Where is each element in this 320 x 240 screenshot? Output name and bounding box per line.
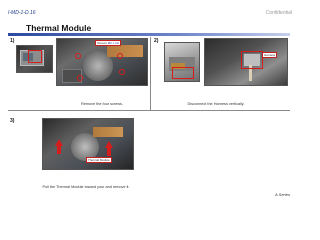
screw-marker (119, 69, 125, 75)
footer-brand: A Series (275, 192, 290, 197)
step-1-overview-photo (16, 45, 53, 73)
screws-callout-value: M2 x 3H (107, 41, 119, 45)
step-2-detail-photo (204, 38, 288, 86)
lift-arrow-icon (105, 141, 113, 148)
step-2-number: 2) (154, 38, 159, 44)
confidential-label: Confidential (265, 10, 292, 16)
lift-arrow-shaft (57, 146, 61, 154)
screw-marker (75, 53, 81, 59)
harness-connector-highlight (241, 51, 263, 69)
step-2-overview-photo (164, 42, 200, 82)
lift-arrow-icon (55, 139, 63, 146)
document-code: I-MD-1-D.16 (8, 10, 36, 16)
section-divider-vertical (150, 37, 151, 110)
harness-callout: Harness (264, 53, 276, 57)
page-title: Thermal Module (26, 23, 92, 33)
step-1-caption: Remove the four screws. (81, 102, 123, 106)
thermal-module-callout: Thermal Module (88, 158, 110, 162)
step-2-caption: Disconnect the Harness vertically. (187, 102, 245, 106)
step-1-number: 1) (10, 38, 15, 44)
step-3-caption: Pull the Thermal Module toward your and remove it. (42, 185, 130, 189)
step-1-overview-highlight (28, 50, 42, 63)
screws-callout-label: Screws (97, 41, 107, 45)
screw-marker (77, 75, 83, 81)
header-rule (8, 33, 290, 36)
step-3-number: 3) (10, 118, 15, 124)
screws-callout (95, 40, 121, 46)
lift-arrow-shaft (107, 148, 111, 156)
screw-marker (117, 53, 123, 59)
section-divider-horizontal (8, 110, 290, 111)
step-2-overview-highlight (172, 67, 194, 79)
